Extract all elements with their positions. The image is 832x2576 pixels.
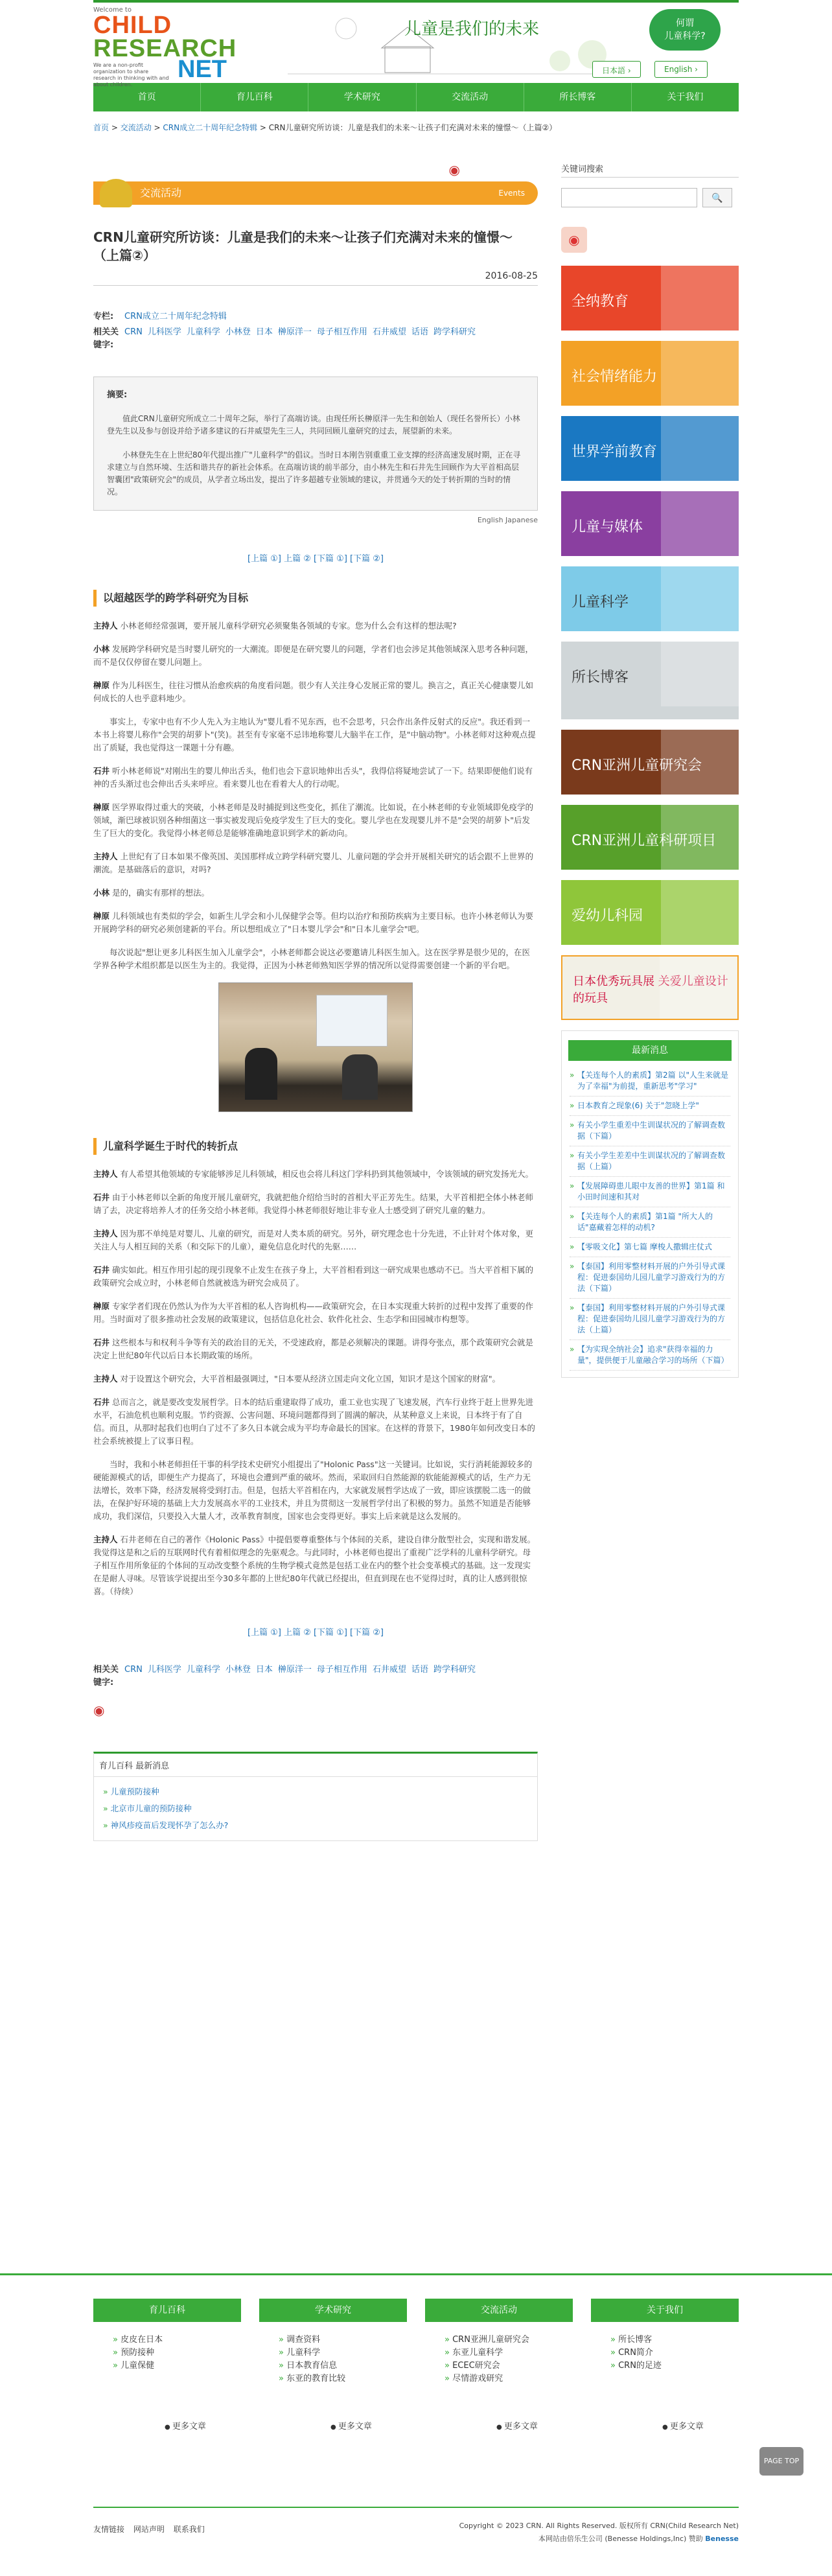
nav-parenting[interactable]: 育儿百科 <box>201 83 308 111</box>
article-paragraph <box>93 1336 538 1362</box>
keyword-search-title: 关键词搜索 <box>561 162 739 178</box>
banner-image <box>661 416 739 481</box>
article-date: 2016-08-25 <box>93 271 538 286</box>
lang-ja-label: 日本語 <box>602 66 626 75</box>
banner-image <box>661 730 739 795</box>
keyword-link[interactable]: 小林登 <box>225 327 251 337</box>
keyword-link[interactable]: 母子相互作用 <box>316 1665 367 1675</box>
feature-label: 专栏: <box>93 312 114 321</box>
site-logo[interactable] <box>93 6 255 87</box>
lang-ja-button[interactable]: 日本語 › <box>592 61 641 78</box>
paragraph-text: 由于小林老师以全新的角度开展儿童研究，我就把他介绍给当时的首相大平正芳先生。结果，大平首相把全体小林老师请了去，决定将培养人才的任务交给小林老师。我觉得小林老师很好地让非专业人士感受到了研究儿童的魅力。 <box>93 1192 534 1215</box>
keyword-link[interactable]: 话语 <box>411 327 428 337</box>
keyword-list <box>124 326 526 339</box>
section-bar-label: 交流活动 <box>140 187 182 199</box>
page-top-button[interactable]: PAGE TOP <box>759 2447 803 2476</box>
article-paragraph <box>93 1300 538 1326</box>
footer-column <box>93 2299 241 2431</box>
article-paragraph <box>93 887 538 899</box>
sidebar-banner-label: 日本优秀玩具展 关爱儿童设计的玩具 <box>573 975 728 1005</box>
sidebar-banner-label: 儿童科学 <box>572 594 629 610</box>
related-news <box>93 1752 538 1841</box>
section-bar-en: Events <box>498 189 525 198</box>
footer-column-title[interactable]: 关于我们 <box>591 2299 739 2322</box>
news-item[interactable]: » 【关连每个人的素质】第1篇 "所大人的话"嘉藏着怎样的动机? <box>570 1207 730 1238</box>
sidebar-banner[interactable] <box>561 266 739 331</box>
speaker-label: 主持人 <box>93 852 118 861</box>
interview-photo <box>218 982 413 1112</box>
speaker-label: 榊原 <box>93 1301 110 1311</box>
paragraph-text: 专家学者们现在仍然认为作为大平首相的私人咨询机构——政策研究会，在日本实现重大转折的过程中发挥了重要的作用。当时面对了很多推动社会发展的政策建议，包括信息化社会、软件化社会、生态学和田园城市构想等。 <box>93 1301 534 1324</box>
paragraph-text: 总而言之，就是要改变发展哲学。日本的结后重建取得了成功，重工业也实现了飞速发展，汽车行业终于赶上世界先进水平，石油危机也顺利克服。节约资源、公害问题、环境问题都得到了圆满的解决，从某种意义上来说，日本终于有了自信。而且，从那时起我们也明白了过不了多久日本就会成为平均寿命最长的国家。在这样的背景下，1980年如何改变日本的社会系统被提上了议事日程。 <box>93 1397 535 1446</box>
main-nav <box>93 83 739 111</box>
nav-blog[interactable]: 所长博客 <box>524 83 632 111</box>
article-paragraph <box>93 1533 538 1598</box>
article-paragraph <box>93 1191 538 1217</box>
sidebar-banner-label: 社会情绪能力 <box>572 369 658 385</box>
speaker-label: 石井 <box>93 1192 110 1202</box>
news-item[interactable]: » 【泰国】利用零整材料开展的户外引导式课程：促进泰国幼儿园儿童学习游戏行为的方法（上篇） <box>570 1299 730 1340</box>
more-articles-link[interactable]: ● 更多文章 <box>259 2419 407 2431</box>
crumb-feature[interactable]: CRN成立二十周年纪念特辑 <box>163 123 258 132</box>
footer-link[interactable]: » CRN简介 <box>610 2347 739 2360</box>
footer-link[interactable]: » CRN的足迹 <box>610 2360 739 2373</box>
speaker-label: 榊原 <box>93 802 110 812</box>
sidebar-banner[interactable] <box>561 730 739 795</box>
weibo-icon[interactable]: ◉ <box>561 227 587 253</box>
news-item[interactable]: » 有关小学生差差中生训谋状况的了解调查数据（上篇） <box>570 1146 730 1177</box>
article-title: CRN儿童研究所访谈：儿童是我们的未来～让孩子们充满对未来的憧憬～（上篇②） <box>93 229 513 263</box>
speaker-label: 主持人 <box>93 1229 118 1238</box>
keyword-link[interactable]: 儿科医学 <box>147 1665 181 1675</box>
news-item[interactable]: » 【为实现全纳社会】追求"获得幸福的力量"，提供便于儿童融合学习的场所（下篇） <box>570 1340 730 1371</box>
summary-paragraph: 值此CRN儿童研究所成立二十周年之际，举行了高端访谈。由现任所长榊原洋一先生和创始人（现任名誉所长）小林登先生以及参与创设并给予诸多建议的石井威望先生三人，共同回顾儿童研究的过去，展望新的未来。 <box>107 414 520 435</box>
banner-image <box>661 880 739 945</box>
sidebar-banner-label: 所长博客 <box>572 669 629 686</box>
article-paragraph <box>93 1396 538 1448</box>
feature-link[interactable]: CRN成立二十周年纪念特辑 <box>124 312 227 321</box>
keyword-link[interactable]: 母子相互作用 <box>316 327 367 337</box>
article-paragraph <box>93 679 538 705</box>
keyword-link[interactable]: 儿科医学 <box>147 327 181 337</box>
paragraph-text: 确实如此。相互作用引起的现引现象不止发生在孩子身上，大平首相看到这一研究成果也感动不已。当大平首相下属的政策研究会成立时，小林老师自然就被选为研究会成员了。 <box>93 1265 534 1288</box>
summary-paragraph: 小林登先生在上世纪80年代提出推广"儿童科学"的倡议。当时日本刚告别重重工业支撑的经济高速发展时期，正在寻求建立与自然环境、生活和谐共存的新社会体系。在高端访谈的前半部分，由小林先生和石井先生回顾作为大平首相高层智囊团"政策研究会"的成员，从学者立场出发，提出了许多超越专业领域的建议，并贯通今天的处于转折期的当时的情况。 <box>107 450 521 496</box>
logo-line-net: NET <box>178 56 227 83</box>
keyword-link[interactable]: 榊原洋一 <box>277 327 312 337</box>
weibo-share-icon[interactable]: ◉ <box>93 1702 105 1718</box>
footer-link[interactable]: 友情链接 <box>93 2525 125 2534</box>
sidebar-banner-label: 儿童与媒体 <box>572 519 643 535</box>
footer-link[interactable]: 网站声明 <box>133 2525 165 2534</box>
article-paragraph <box>93 1264 538 1290</box>
language-switch[interactable]: English Japanese <box>477 516 538 524</box>
site-header <box>93 0 739 87</box>
paragraph-text: 上世纪有了日本如果不像英国、美国那样成立跨学科研究婴儿、儿童问题的学会并开展相关研究的话会跟不上世界的潮流。是基础落后的意识，对吗? <box>93 852 534 874</box>
keyword-link[interactable]: 话语 <box>411 1665 428 1675</box>
article-paragraph <box>93 765 538 791</box>
keyword-link[interactable]: 榊原洋一 <box>277 1665 312 1675</box>
footer-column-list <box>591 2322 739 2419</box>
news-item[interactable]: » 【关连每个人的素质】第2篇 以"人生来就是为了幸福"为前提，重新思考"学习" <box>570 1066 730 1097</box>
news-item[interactable]: » 【发展障碍患儿眼中友善的世界】第1篇 和小田时间速和其对 <box>570 1177 730 1207</box>
paragraph-text: 是的，确实有那样的想法。 <box>112 888 210 898</box>
site-footer <box>0 2273 832 2507</box>
sidebar-banner-label: 爱幼儿科园 <box>572 908 643 924</box>
footer-columns <box>93 2275 739 2431</box>
related-item[interactable]: » 神风疹疫苗后发现怀孕了怎么办? <box>103 1817 528 1834</box>
footer-link[interactable]: » 儿童科学 <box>279 2347 407 2360</box>
paragraph-text: 这些根本与和权利斗争等有关的政治目的无关，不受速政府，都是必须解决的课题。讲得夸张点，那个政策研究会就是决定上世纪80年代以后日本长期政策的场所。 <box>93 1338 534 1360</box>
footer-column-list <box>93 2322 241 2419</box>
keywords-label: 相关关键字: <box>93 1665 119 1688</box>
footer-column-title[interactable]: 交流活动 <box>425 2299 573 2322</box>
sidebar-banner[interactable] <box>561 341 739 406</box>
keyword-link[interactable]: 儿童科学 <box>186 1665 220 1675</box>
news-item[interactable]: » 【零吸文化】第七篇 摩梭人撒辑庄仗式 <box>570 1238 730 1257</box>
speaker-label: 主持人 <box>93 1169 118 1179</box>
summary-title: 摘要: <box>107 390 128 400</box>
speaker-label: 榊原 <box>93 911 110 921</box>
speaker-label: 主持人 <box>93 1535 118 1544</box>
benesse-logo[interactable]: Benesse <box>705 2535 739 2543</box>
pager-links[interactable]: [上篇 ①] 上篇 ② [下篇 ①] [下篇 ②] <box>248 554 384 564</box>
sidebar-banner[interactable] <box>561 955 739 1020</box>
latest-news <box>561 1030 739 1378</box>
footer-link[interactable]: » 皮皮在日本 <box>113 2334 241 2347</box>
keyword-link[interactable]: 跨学科研究 <box>433 327 476 337</box>
article-body-part2 <box>93 1168 538 1598</box>
crumb-current: CRN儿童研究所访谈：儿童是我们的未来～让孩子们充满对未来的憧憬～（上篇②） <box>268 123 557 132</box>
events-icon <box>100 179 132 207</box>
article-meta <box>93 310 538 352</box>
banner-image <box>660 957 737 1020</box>
sidebar-banner-label: 全纳教育 <box>572 294 629 310</box>
sidebar <box>561 162 739 1378</box>
paragraph-text: 有人希望其他领域的专家能够涉足儿科领域，相反也会将儿科这门学科扔到其他领域中，令该领域的研究发扬光大。 <box>120 1169 534 1179</box>
person-figure <box>342 1054 378 1100</box>
footer-link[interactable]: » 儿童保健 <box>113 2360 241 2373</box>
keyword-link[interactable]: 石井威望 <box>372 1665 406 1675</box>
nav-events[interactable]: 交流活动 <box>417 83 524 111</box>
sidebar-banners <box>561 266 739 1020</box>
main-content <box>93 162 538 1841</box>
sidebar-banner[interactable] <box>561 491 739 556</box>
logo-tagline: We are a non-profit organization to share research in thinking with and about children. <box>93 62 169 87</box>
article-paragraph <box>93 850 538 876</box>
news-item[interactable]: » 【泰国】利用零整材料开展的户外引导式课程：促进泰国幼儿园儿童学习游戏行为的方法（下篇） <box>570 1257 730 1299</box>
footer-link[interactable]: » 尽情游戏研究 <box>445 2373 573 2385</box>
logo-line-research: RESEARCH <box>93 35 237 62</box>
footer-link[interactable]: » 预防接种 <box>113 2347 241 2360</box>
breadcrumb: 首页 > 交流活动 > CRN成立二十周年纪念特辑 > CRN儿童研究所访谈：儿童是我们的未来～让孩子们充满对未来的憧憬～（上篇②） <box>93 123 557 132</box>
footer-link[interactable]: » 东亚的教育比较 <box>279 2373 407 2385</box>
paragraph-text: 听小林老师说"对刚出生的婴儿伸出舌头，他们也会下意识地伸出舌头"，我得信将疑地尝试了一下。结果即便他们说有神的舌头渐过也会伸出舌头来呼应。看来婴儿也在看着大人的行动呢。 <box>93 766 533 789</box>
article-meta-bottom <box>93 1664 538 1689</box>
footer-link[interactable]: » CRN亚洲儿童研究会 <box>445 2334 573 2347</box>
section-heading: 儿童科学诞生于时代的转折点 <box>93 1138 538 1155</box>
speaker-label: 主持人 <box>93 621 118 631</box>
news-item[interactable]: » 有关小学生重差中生训谋状况的了解调查数据（下篇） <box>570 1116 730 1146</box>
keyword-list <box>124 1664 526 1677</box>
sidebar-banner[interactable] <box>561 805 739 870</box>
nav-research[interactable]: 学术研究 <box>308 83 416 111</box>
article-paragraph <box>93 910 538 936</box>
lang-en-button[interactable]: English › <box>654 61 708 78</box>
copyright <box>459 2520 739 2546</box>
keyword-link[interactable]: CRN <box>124 1665 143 1675</box>
speaker-label: 主持人 <box>93 1374 118 1384</box>
paragraph-text: 发展跨学科研究是当时婴儿研究的一大潮流。即便是在研究婴儿的问题，学者们也会涉足其他领域深入思考各种问题，而不是仅仅停留在婴儿问题上。 <box>93 644 534 667</box>
paragraph-text: 因为那不单纯是对婴儿、儿童的研究，而是对人类本质的研究。另外，研究理念也十分先进，不止针对个体对象，更关注人与人相互间的关系（和交际下的儿童），避免信息化时代的先驱…… <box>93 1229 534 1251</box>
article-paragraph <box>93 801 538 840</box>
banner-image <box>661 642 739 706</box>
footer-column <box>259 2299 407 2431</box>
section-heading: 以超越医学的跨学科研究为目标 <box>93 590 538 607</box>
footer-link[interactable]: » 调查资料 <box>279 2334 407 2347</box>
keyword-link[interactable]: CRN <box>124 327 143 337</box>
footer-link[interactable]: » 所长博客 <box>610 2334 739 2347</box>
what-is-child-science-button[interactable] <box>649 9 721 51</box>
crumb-events[interactable]: 交流活动 <box>120 123 152 132</box>
paragraph-text: 当时，我和小林老师担任干事的科学技术史研究小组提出了"Holonic Pass"这一关键词。比如说，实行消耗能源较多的硬能源模式的话，即便生产力提高了，环境也会遭到严重的破坏。然而，采取回归自然能源的软能能源模式的话，生产力无法增长，效率下降，经济发展将受到打击。但是，包括大平首相在内，大家就发展哲学达成了一致，即应该摆脱二选一的做法，在保护好环境的基础上大力发展高水平的工业技术，并且为贯彻这一发展哲学付出了积极的努力。虽然不知道是否能够成功，我们深信，只要投入大量人才，改革教育制度，国家也会变得更好。事实上后来就是这么发展的。 <box>93 1459 533 1521</box>
paragraph-text: 每次说起"想让更多儿科医生加入儿童学会"，小林老师都会说这必要邀请儿科医生加入。这在医学界是很少见的，在医学界各种学术组织都是以医生为主的。我觉得，正因为小林老师熟知医学界的情况所以觉得需要创建一个新的平台吧。 <box>93 947 531 970</box>
article-paragraph <box>93 643 538 669</box>
footer-column-list <box>259 2322 407 2419</box>
banner-image <box>661 341 739 406</box>
article-pager-bottom <box>93 1625 538 1638</box>
article-paragraph <box>93 1227 538 1253</box>
footer-link[interactable]: » 日本教育信息 <box>279 2360 407 2373</box>
lang-en-label: English <box>664 65 693 74</box>
related-item[interactable]: » 儿童预防接种 <box>103 1783 528 1800</box>
article-paragraph <box>93 1458 538 1523</box>
paragraph-text: 事实上，专家中也有不少人先入为主地认为"婴儿看不见东西，也不会思考，只会作出条件反射式的反应"。我还看到一本书上将婴儿称作"会哭的胡萝卜"(笑)。甚至有专家毫不忌讳地称婴儿大脑半在工作，是"中脑动物"。小林老师对这种观点提出了质疑，我也觉得这一课题十分有趣。 <box>93 717 536 752</box>
sidebar-banner-label: CRN亚洲儿童科研项目 <box>572 833 717 849</box>
speaker-label: 石井 <box>93 1338 110 1347</box>
keyword-link[interactable]: 日本 <box>255 327 273 337</box>
banner-image <box>661 566 739 631</box>
crumb-home[interactable]: 首页 <box>93 123 110 132</box>
paragraph-text: 石井老师在自己的著作《Holonic Pass》中提倡要尊重整体与个体间的关系，建设自律分散型社会，实现和谐发展。我觉得这是和之后的互联网时代有着相似理念的先驱观念。与此同时，小林老师也提出了重视广泛学科的儿童科学研究。母子相互作用所象征的个体间的互动改变整个系统的生物学模式竟然是包括工业在内的整个社会变革模式的基础。这一发现实在是耐人寻味。尽管该学说提出至今30多年都的上世纪80年代就已经提出，但直到现在也不觉得过时，真的让人感到很惊喜。（待续） <box>93 1535 536 1596</box>
footer-link[interactable]: 联系我们 <box>173 2525 205 2534</box>
paragraph-text: 作为儿科医生，往往习惯从治愈疾病的角度看问题。很少有人关注身心发展正常的婴儿。换言之，真正关心健康婴儿如何成长的人也乎意料地少。 <box>93 680 534 703</box>
related-title: 育儿百科 最新消息 <box>94 1754 537 1777</box>
keyword-link[interactable]: 儿童科学 <box>186 327 220 337</box>
projector-screen <box>316 995 387 1047</box>
sidebar-banner[interactable] <box>561 566 739 631</box>
bubble-label: 何谓 儿童科学? <box>664 18 706 41</box>
footer-column <box>591 2299 739 2431</box>
more-articles-link[interactable]: ● 更多文章 <box>591 2419 739 2431</box>
footer-column <box>425 2299 573 2431</box>
keyword-link[interactable]: 石井威望 <box>372 327 406 337</box>
section-bar <box>93 181 538 205</box>
person-figure <box>245 1048 277 1100</box>
paragraph-text: 医学界取得过重大的突破，小林老师是及时捕捉到这些变化，抓住了潮流。比如说，在小林老师的专业领域即免疫学的领域，渐巴球被识别各种细菌这一事实被发现后免疫学发生了巨大的变化。婴儿学也在发现婴儿并不是"会哭的胡萝卜"后发生了巨大的变化。我觉得小林老师总是能够准确地意识到学术的新动向。 <box>93 802 534 838</box>
summary-box <box>93 377 538 511</box>
nav-home[interactable]: 首页 <box>93 83 201 111</box>
footer-link[interactable]: » ECEC研究会 <box>445 2360 573 2373</box>
footer-column-list <box>425 2322 573 2419</box>
related-item[interactable]: » 北京市儿童的预防接种 <box>103 1800 528 1817</box>
footer-link[interactable]: » 东亚儿童科学 <box>445 2347 573 2360</box>
article-pager <box>93 551 538 564</box>
banner-image <box>661 805 739 870</box>
footer-column-title[interactable]: 育儿百科 <box>93 2299 241 2322</box>
banner-image <box>661 491 739 556</box>
speaker-label: 石井 <box>93 766 110 776</box>
article-paragraph <box>93 1373 538 1386</box>
sidebar-banner-label: CRN亚洲儿童研究会 <box>572 758 702 774</box>
sidebar-banner[interactable] <box>561 642 739 719</box>
article-paragraph <box>93 1168 538 1181</box>
paragraph-text: 小林老师经常强调，要开展儿童科学研究必须聚集各领域的专家。您为什么会有这样的想法呢? <box>120 621 457 631</box>
weibo-share-icon[interactable]: ◉ <box>448 162 460 178</box>
logo-line-child: CHILD <box>93 12 172 39</box>
copyright-text: Copyright © 2023 CRN. All Rights Reserved. 版权所有 CRN(Child Research Net) <box>459 2522 739 2530</box>
keywords-label: 相关关键字: <box>93 327 119 350</box>
latest-news-list <box>562 1066 738 1377</box>
sidebar-banner-label: 世界学前教育 <box>572 444 658 460</box>
keyword-link[interactable]: 小林登 <box>225 1665 251 1675</box>
banner-image <box>661 266 739 331</box>
speaker-label: 石井 <box>93 1265 110 1275</box>
article-body-part1 <box>93 620 538 972</box>
news-item[interactable]: » 日本教育之现象(6) 关于"忽晓上学" <box>570 1097 730 1116</box>
latest-news-title: 最新消息 <box>568 1040 732 1061</box>
speaker-label: 小林 <box>93 644 110 654</box>
sidebar-banner[interactable] <box>561 880 739 945</box>
footer-bar <box>0 2507 832 2576</box>
sidebar-banner[interactable] <box>561 416 739 481</box>
article-paragraph <box>93 946 538 972</box>
sponsor-text: 本网站由倍乐生公司 (Benesse Holdings,Inc) 赞助 <box>538 2535 703 2543</box>
site-slogan: 儿童是我们的未来 <box>404 19 540 39</box>
article-paragraph <box>93 620 538 632</box>
logo-welcome: Welcome to <box>93 6 132 14</box>
more-articles-link[interactable]: ● 更多文章 <box>425 2419 573 2431</box>
footer-column-title[interactable]: 学术研究 <box>259 2299 407 2322</box>
paragraph-text: 儿科领域也有类似的学会，如新生儿学会和小儿保健学会等。但均以治疗和预防疾病为主要目标。也许小林老师认为要开展跨学科的研究必须创建新的平台。所以想组成立了"日本婴儿学会"和"日本儿童学会"吧。 <box>93 911 534 934</box>
speaker-label: 小林 <box>93 888 110 898</box>
nav-about[interactable]: 关于我们 <box>667 92 704 102</box>
paragraph-text: 对于设置这个研究会，大平首相最强调过，"日本要从经济立国走向文化立国，知识才是这个国家的财富"。 <box>120 1374 501 1384</box>
keyword-link[interactable]: 日本 <box>255 1665 273 1675</box>
more-articles-link[interactable]: ● 更多文章 <box>93 2419 241 2431</box>
search-button[interactable] <box>702 188 732 207</box>
search-icon: 🔍 <box>711 192 723 203</box>
pager-links[interactable]: [上篇 ①] 上篇 ② [下篇 ①] [下篇 ②] <box>248 1628 384 1638</box>
keyword-link[interactable]: 跨学科研究 <box>433 1665 476 1675</box>
search-input[interactable] <box>561 188 697 207</box>
speaker-label: 石井 <box>93 1397 110 1407</box>
speaker-label: 榊原 <box>93 680 110 690</box>
search-form <box>561 188 739 207</box>
article-paragraph <box>93 715 538 754</box>
